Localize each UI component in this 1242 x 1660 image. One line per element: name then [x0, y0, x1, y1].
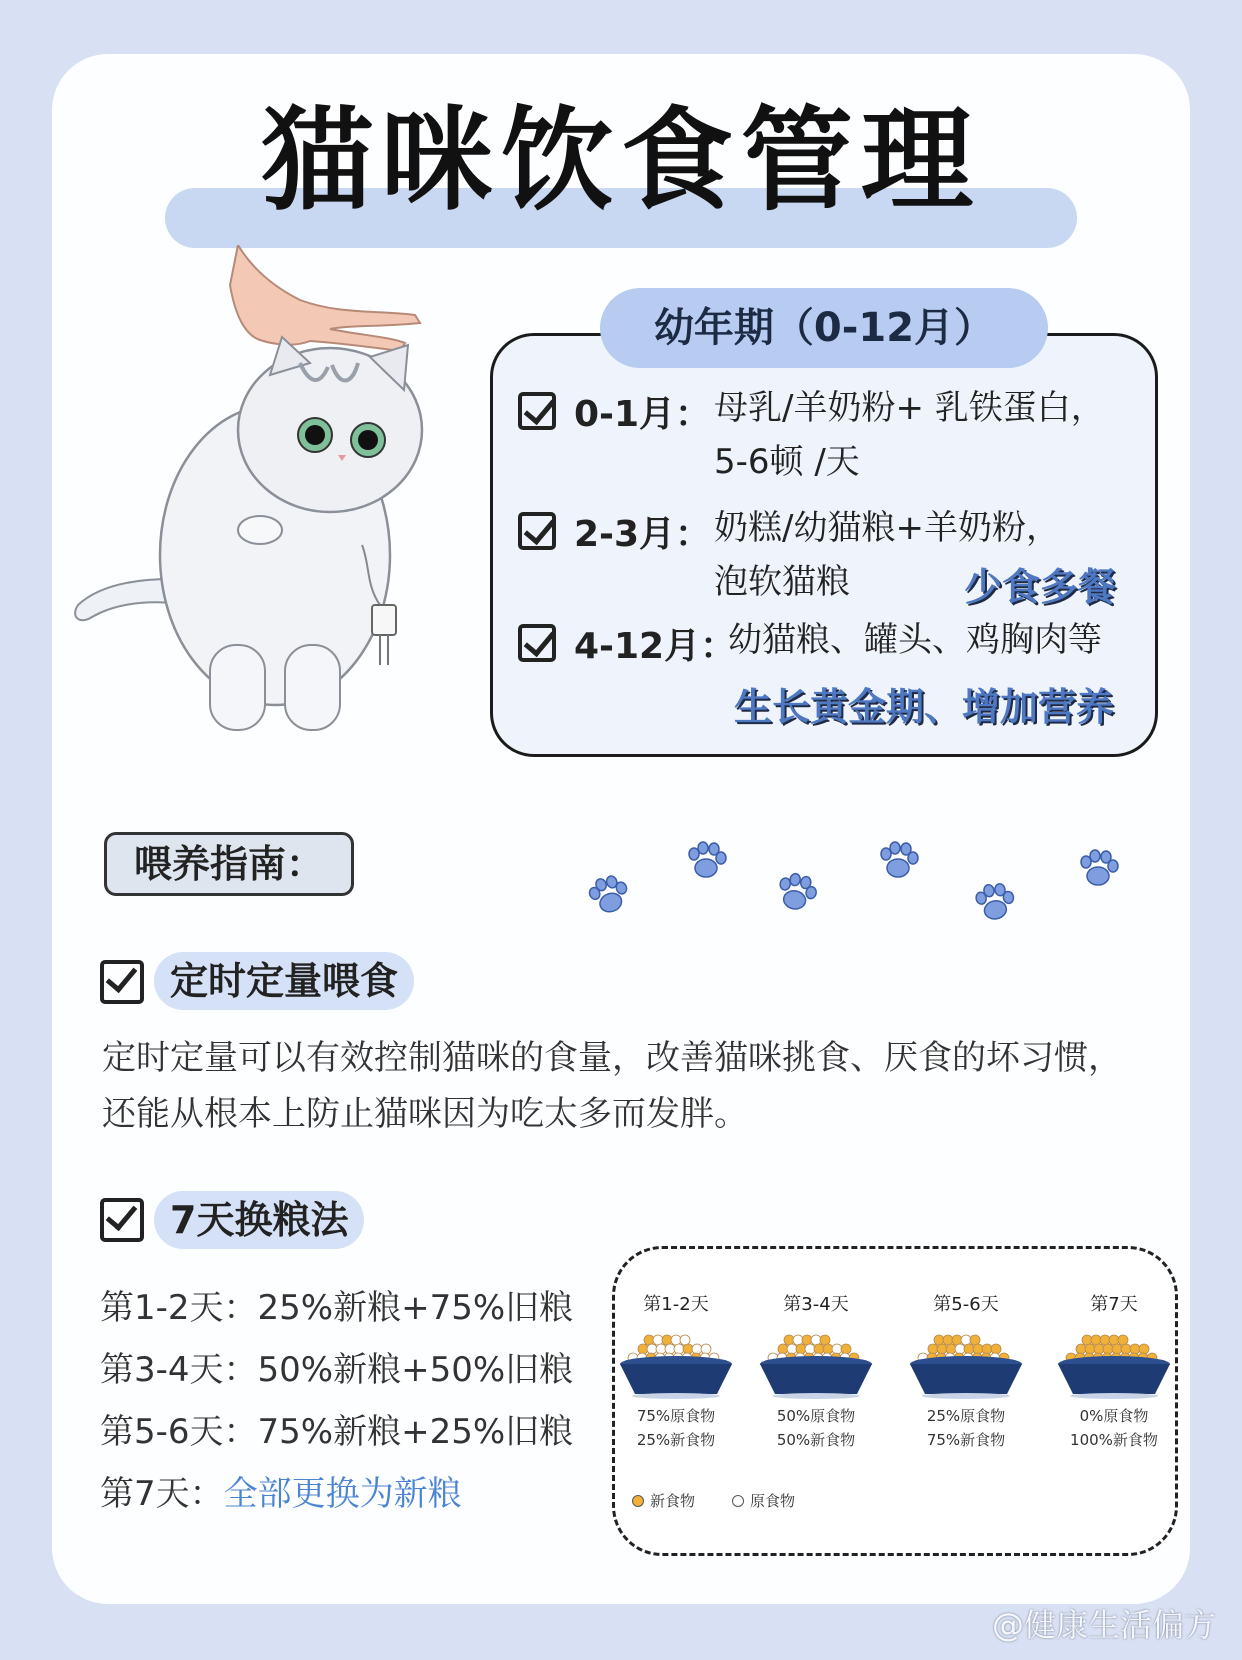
section-title-food-switch: 7天换粮法 [154, 1191, 364, 1249]
old-food-pellet [647, 1344, 657, 1354]
cat-illustration [70, 245, 450, 735]
new-food-pellet [1112, 1344, 1122, 1354]
new-food-pellet [1118, 1335, 1128, 1345]
stage-age-3: 4-12月： [574, 626, 737, 667]
old-food-pellet [653, 1335, 663, 1345]
new-food-pellet [937, 1344, 947, 1354]
old-food-pellet [692, 1344, 702, 1354]
new-food-pellet [662, 1335, 672, 1345]
new-food-pellet [841, 1344, 851, 1354]
checkbox-icon [100, 960, 144, 1004]
old-food-pellet [832, 1344, 842, 1354]
new-food-pellet [1139, 1344, 1149, 1354]
stage-desc-1b: 5-6顿 /天 [714, 442, 860, 482]
new-food-pellet [1091, 1335, 1101, 1345]
new-food-pellet [1076, 1344, 1086, 1354]
new-food-pellet [964, 1344, 974, 1354]
new-food-pellet [820, 1335, 830, 1345]
highlight-growth: 生长黄金期、增加营养 [734, 685, 1115, 729]
new-food-pellet [1130, 1344, 1140, 1354]
new-food-pellet [784, 1335, 794, 1345]
new-food-pellet [638, 1344, 648, 1354]
new-food-pellet [1109, 1335, 1119, 1345]
bowl-body [910, 1364, 1022, 1394]
switch-step-4: 第7天：全部更换为新粮 [100, 1474, 462, 1514]
new-food-pellet [946, 1344, 956, 1354]
bowl-day-7: 第7天 0%原食物 100%新食物 [1044, 1290, 1184, 1452]
new-food-pellet [982, 1344, 992, 1354]
old-food-pellet [961, 1335, 971, 1345]
bowl-day-3-4: 第3-4天 50%原食物 50%新食物 [746, 1290, 886, 1452]
page-title: 猫咪饮食管理 [261, 96, 981, 226]
stage-desc-2b: 泡软猫粮 [714, 562, 850, 602]
food-bowl-icon [1049, 1318, 1179, 1400]
new-food-pellet [952, 1335, 962, 1345]
new-food-pellet [991, 1344, 1001, 1354]
checkbox-icon [518, 392, 556, 430]
new-food-pellet [683, 1344, 693, 1354]
bowl-body [760, 1364, 872, 1394]
old-food-pellet [665, 1344, 675, 1354]
old-food-pellet [787, 1344, 797, 1354]
new-food-pellet [802, 1335, 812, 1345]
old-food-pellet [805, 1344, 815, 1354]
bowl-shadow [1070, 1393, 1158, 1399]
food-bowl-icon [611, 1318, 741, 1400]
feeding-guide-label: 喂养指南： [104, 832, 354, 896]
new-food-pellet [1085, 1344, 1095, 1354]
bowl-shadow [632, 1393, 720, 1399]
bowl-day-5-6: 第5-6天 25%原食物 75%新食物 [896, 1290, 1036, 1452]
new-food-pellet [973, 1344, 983, 1354]
new-food-pellet [1121, 1344, 1131, 1354]
highlight-small-meals: 少食多餐 [964, 565, 1117, 609]
legend-new-food: 新食物 [632, 1490, 695, 1511]
old-food-pellet [811, 1335, 821, 1345]
old-food-pellet [955, 1344, 965, 1354]
bowl-shadow [922, 1393, 1010, 1399]
new-food-pellet [1100, 1335, 1110, 1345]
food-bowl-icon [751, 1318, 881, 1400]
new-food-pellet [1094, 1344, 1104, 1354]
paw-prints-decoration [580, 830, 1140, 940]
stage-age-2: 2-3月： [574, 514, 712, 555]
watermark: @健康生活偏方 [991, 1606, 1216, 1644]
stage-label: 幼年期（0-12月） [600, 288, 1048, 368]
switch-step-2: 第3-4天：50%新粮+50%旧粮 [100, 1350, 574, 1390]
stage-desc-2a: 奶糕/幼猫粮+羊奶粉， [714, 508, 1060, 548]
new-food-pellet [644, 1335, 654, 1345]
new-food-pellet [823, 1344, 833, 1354]
new-food-pellet [796, 1344, 806, 1354]
new-food-pellet [1082, 1335, 1092, 1345]
new-food-pellet [814, 1344, 824, 1354]
old-food-dot-icon [732, 1495, 744, 1507]
stage-desc-1a: 母乳/羊奶粉+ 乳铁蛋白， [714, 388, 1105, 428]
stage-desc-3a: 幼猫粮、罐头、鸡胸肉等 [728, 620, 1102, 660]
switch-step-3: 第5-6天：75%新粮+25%旧粮 [100, 1412, 574, 1452]
bowl-body [620, 1364, 732, 1394]
new-food-pellet [934, 1335, 944, 1345]
bowl-day-1-2: 第1-2天 75%原食物 25%新食物 [606, 1290, 746, 1452]
checkbox-icon [518, 624, 556, 662]
stage-age-1: 0-1月： [574, 394, 712, 435]
old-food-pellet [671, 1335, 681, 1345]
switch-step-1: 第1-2天：25%新粮+75%旧粮 [100, 1288, 574, 1328]
old-food-pellet [701, 1344, 711, 1354]
new-food-pellet [943, 1335, 953, 1345]
section-paragraph: 定时定量可以有效控制猫咪的食量，改善猫咪挑食、厌食的坏习惯，还能从根本上防止猫咪因为吃太多而发胖。 [102, 1038, 1122, 1134]
old-food-pellet [656, 1344, 666, 1354]
food-bowl-icon [901, 1318, 1031, 1400]
bowl-shadow [772, 1393, 860, 1399]
old-food-pellet [793, 1335, 803, 1345]
checkbox-icon [100, 1198, 144, 1242]
legend-old-food: 原食物 [732, 1490, 795, 1511]
new-food-pellet [928, 1344, 938, 1354]
section-title-scheduled-feeding: 定时定量喂食 [154, 952, 414, 1010]
old-food-pellet [680, 1335, 690, 1345]
checkbox-icon [518, 512, 556, 550]
new-food-pellet [970, 1335, 980, 1345]
new-food-pellet [778, 1344, 788, 1354]
bowl-body [1058, 1364, 1170, 1394]
new-food-pellet [1103, 1344, 1113, 1354]
new-food-dot-icon [632, 1495, 644, 1507]
old-food-pellet [674, 1344, 684, 1354]
